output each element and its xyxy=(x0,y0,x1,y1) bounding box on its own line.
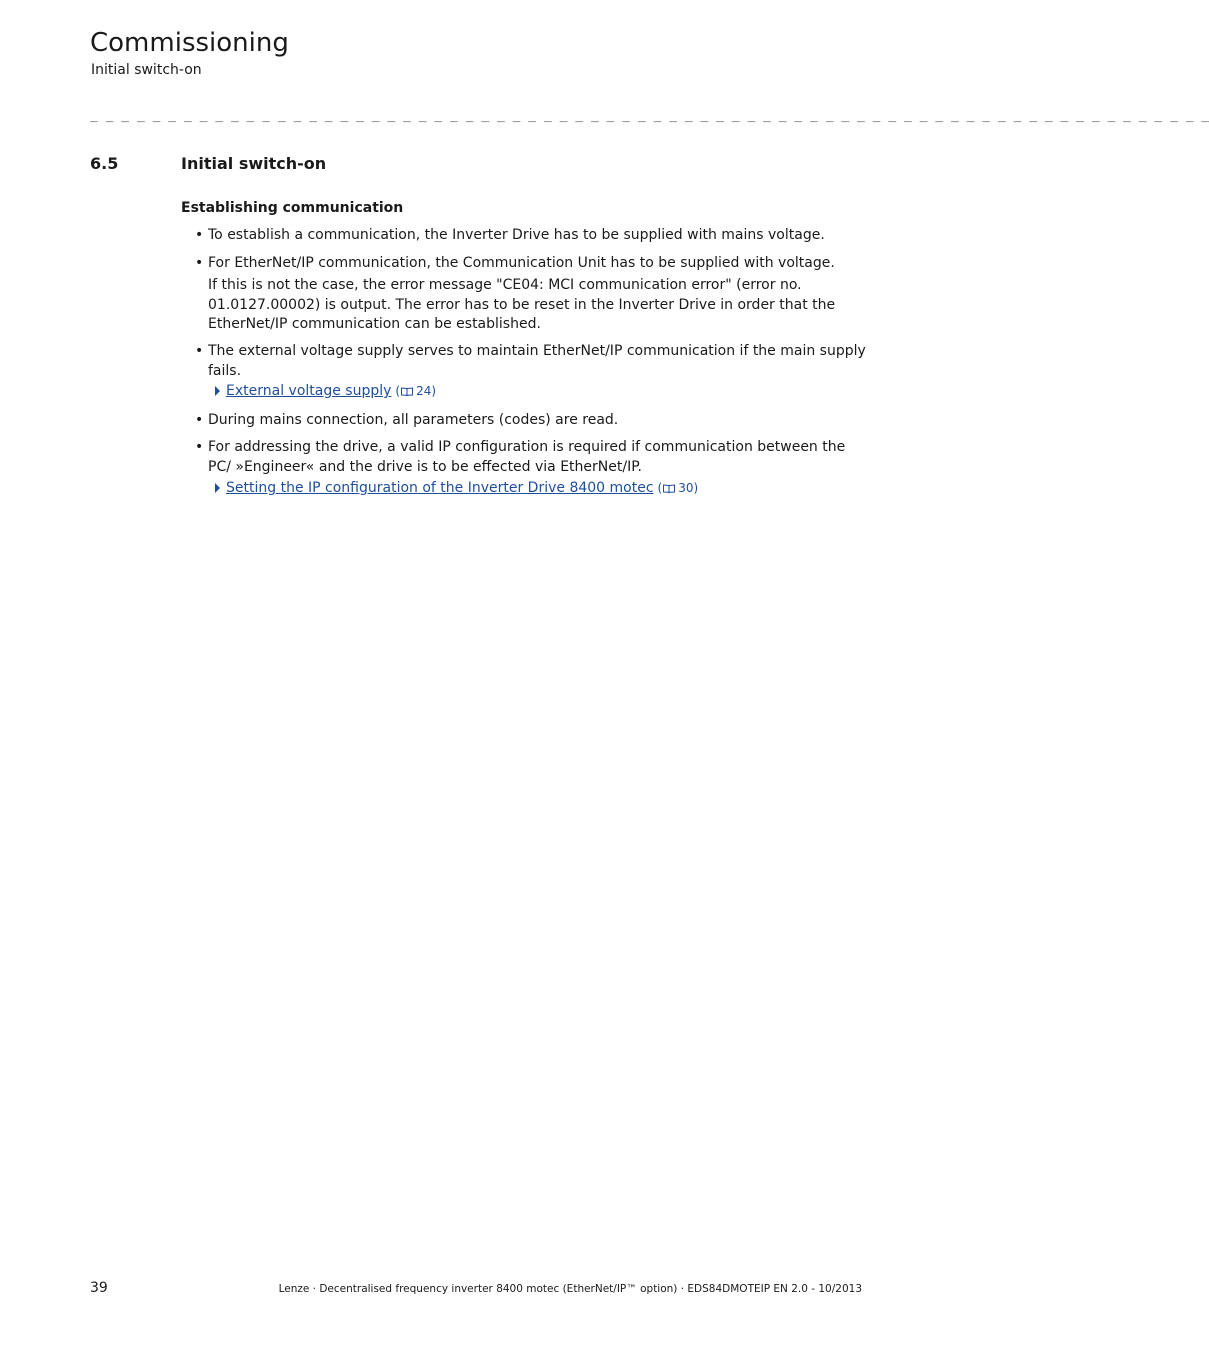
book-icon xyxy=(663,484,675,493)
page-ref-number: 24) xyxy=(416,384,437,398)
bullet-note: If this is not the case, the error message "CE04: MCI communication error" (error no. 01.0127.00002) is output. The error has to be reset in the Inverter Drive in order that the EtherNet/IP communication can be established. xyxy=(208,277,836,332)
link-row xyxy=(213,383,436,399)
link-external-voltage-supply[interactable]: External voltage supply xyxy=(226,383,392,399)
arrow-right-icon xyxy=(215,483,220,493)
page-ref-open: ( xyxy=(657,481,663,495)
bullet-item: To establish a communication, the Inverter Drive has to be supplied with mains voltage. xyxy=(208,227,825,243)
link-row xyxy=(213,480,698,496)
bullet-marker: • xyxy=(195,439,204,455)
bullet-marker: • xyxy=(195,255,204,271)
page-ref-open: ( xyxy=(395,384,401,398)
link-ip-configuration[interactable]: Setting the IP configuration of the Inverter Drive 8400 motec xyxy=(226,480,654,496)
bullet-marker: • xyxy=(195,343,204,359)
footer-text: Lenze · Decentralised frequency inverter 8400 motec (EtherNet/IP™ option) · EDS84DMOTEIP EN 2.0 - 10/2013 xyxy=(278,1283,862,1295)
section-number: 6.5 xyxy=(90,154,119,173)
page-reference[interactable] xyxy=(658,481,699,495)
bullet-item: The external voltage supply serves to maintain EtherNet/IP communication if the main supply fails. xyxy=(208,343,866,379)
chapter-title: Commissioning xyxy=(90,28,289,58)
header-separator: _ _ _ _ _ _ _ _ _ _ _ _ _ _ _ _ _ _ _ _ _ _ _ _ _ _ _ _ _ _ _ _ _ _ _ _ _ _ _ _ _ _ _ _ _ _ _ _ _ _ _ _ _ _ _ _ _ _ _ _ _ _ _ _ _ _ _ _ _ _ _ _ xyxy=(90,108,1209,123)
page-number: 39 xyxy=(90,1280,108,1296)
book-icon xyxy=(401,387,413,396)
subheading: Establishing communication xyxy=(181,200,404,216)
bullet-marker: • xyxy=(195,412,204,428)
section-title: Initial switch-on xyxy=(181,154,327,173)
page-reference[interactable] xyxy=(395,384,436,398)
page-ref-number: 30) xyxy=(678,481,699,495)
bullet-item: For EtherNet/IP communication, the Communication Unit has to be supplied with voltage. xyxy=(208,255,835,271)
arrow-right-icon xyxy=(215,386,220,396)
bullet-marker: • xyxy=(195,227,204,243)
bullet-item: For addressing the drive, a valid IP configuration is required if communication between the PC/ »Engineer« and the drive is to be effected via EtherNet/IP. xyxy=(208,439,846,475)
bullet-item: During mains connection, all parameters (codes) are read. xyxy=(208,412,619,428)
chapter-subtitle: Initial switch-on xyxy=(91,62,202,78)
